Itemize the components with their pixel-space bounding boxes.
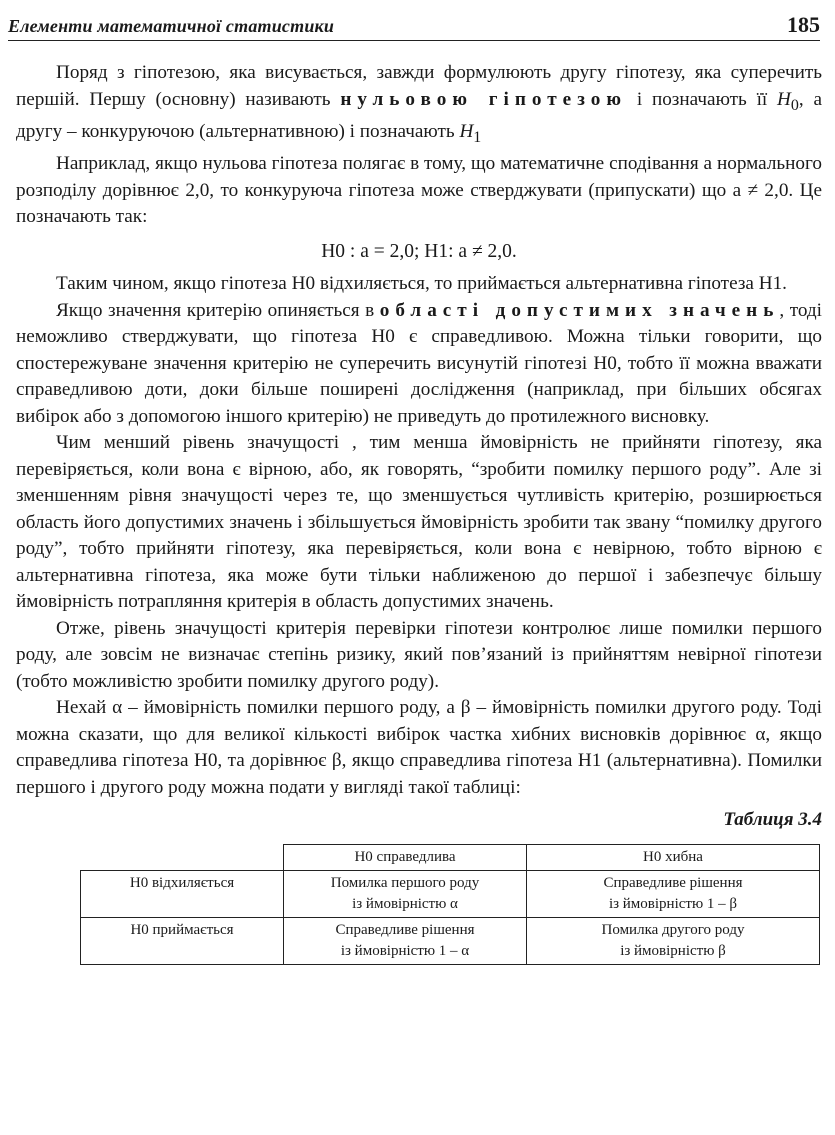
row-header-accepted: H0 приймається xyxy=(81,917,284,964)
page-body xyxy=(16,60,822,965)
cell-line: Справедливе рішення xyxy=(335,921,475,938)
paragraph-5: Чим менший рівень значущості , тим менша ймовірність не прийняти гіпотезу, яка перевіряється, коли вона є вірною, або, як говорять, “зробити помилку першого роду”. Але зі зменшенням рівня значущості через те, що зменшується чутливість критерію, розширюється область його допустимих значень і збільшується ймовірність зробити так звану “помилку другого роду”, тобто прийняти гіпотезу, яка перевіряється, коли вона є невірною, тобто вірною є альтернативна гіпотеза, яка може бути тільки наближеною до першої і забезпечує більшу ймовірність потрапляння критерія в область допустимих значень. xyxy=(16,432,822,613)
running-header xyxy=(8,10,820,41)
table-cell xyxy=(284,870,527,917)
table-cell xyxy=(527,870,820,917)
paragraph-2: Наприклад, якщо нульова гіпотеза полягає в тому, що математичне сподівання a нормального розподілу дорівнює 2,0, то конкуруюча гіпотеза може стверджувати (припускати) що a ≠ 2,0. Це позначають так: xyxy=(16,153,822,228)
p4-text-2: , тоді неможливо стверджувати, що гіпотеза H0 є справедливою. Можна тільки говорити, що спостережуване значення критерію не суперечить висунутій гіпотезі H0, тобто її можна вважати справедливою доти, доки більше поширені дослідження (наприклад, при більших обсягах вибірок або з допомогою іншого критерію) не приведуть до протилежного висновку. xyxy=(16,299,822,427)
cell-line: Справедливе рішення xyxy=(603,874,743,891)
col-header-h0-true: H0 справедлива xyxy=(284,844,527,870)
cell-line: із ймовірністю β xyxy=(620,942,726,959)
symbol-h1-sub: 1 xyxy=(473,128,482,146)
cell-line: із ймовірністю 1 – β xyxy=(608,895,738,912)
table-row xyxy=(81,917,820,964)
term-acceptance-region: області допустимих значень xyxy=(379,299,780,321)
hypothesis-formula: H0 : a = 2,0; H1: a ≠ 2,0. xyxy=(321,240,517,262)
p1-text-3: , а другу – конкуруючою (альтернативною) і позначають xyxy=(16,88,822,142)
p1-text: Поряд з гіпотезою, яка висувається, завжди формулюють другу гіпотезу, яка суперечить першій. Першу (основну) називають xyxy=(16,62,822,110)
paragraph-1 xyxy=(16,60,822,151)
table-row xyxy=(81,870,820,917)
table-corner xyxy=(81,844,284,870)
paragraph-4 xyxy=(16,298,822,431)
symbol-h0-sub: 0 xyxy=(790,96,799,114)
cell-line: Помилка першого роду xyxy=(330,874,480,891)
paragraph-6: Отже, рівень значущості критерія перевірки гіпотези контролює лише помилки першого роду, але зовсім не визначає степінь ризику, який пов’язаний із прийняттям невірної гіпотези (тобто можливістю зробити помилку другого роду). xyxy=(16,617,822,692)
table-cell xyxy=(527,917,820,964)
table-header-row xyxy=(81,844,820,870)
p4-text: Якщо значення критерію опиняється в xyxy=(56,299,380,321)
page-number: 185 xyxy=(787,12,820,37)
col-header-h0-false: H0 хибна xyxy=(527,844,820,870)
row-header-rejected: H0 відхиляється xyxy=(81,870,284,917)
cell-line: Помилка другого роду xyxy=(601,921,745,938)
symbol-h0: H xyxy=(777,88,791,110)
error-types-table xyxy=(80,844,820,965)
table-caption: Таблиця 3.4 xyxy=(723,809,822,831)
term-null-hypothesis: нульовою гіпотезою xyxy=(340,88,628,110)
table-cell xyxy=(284,917,527,964)
p1-text-2: і позначають її xyxy=(627,88,778,110)
paragraph-7: Нехай α – ймовірність помилки першого роду, а β – ймовірність помилки другого роду. Тоді можна сказати, що для великої кількості вибірок частка хибних висновків дорівнює α, якщо справедлива гіпотеза H0, та дорівнює β, якщо справедлива гіпотеза H1 (альтернативна). Помилки першого і другого роду можна подати у вигляді такої таблиці: xyxy=(16,697,822,798)
cell-line: із ймовірністю α xyxy=(352,895,458,912)
cell-line: із ймовірністю 1 – α xyxy=(340,942,470,959)
running-title: Елементи математичної статистики xyxy=(8,16,335,36)
symbol-h1: H xyxy=(459,120,474,142)
paragraph-3: Таким чином, якщо гіпотеза H0 відхиляється, то приймається альтернативна гіпотеза H1. xyxy=(56,273,787,295)
